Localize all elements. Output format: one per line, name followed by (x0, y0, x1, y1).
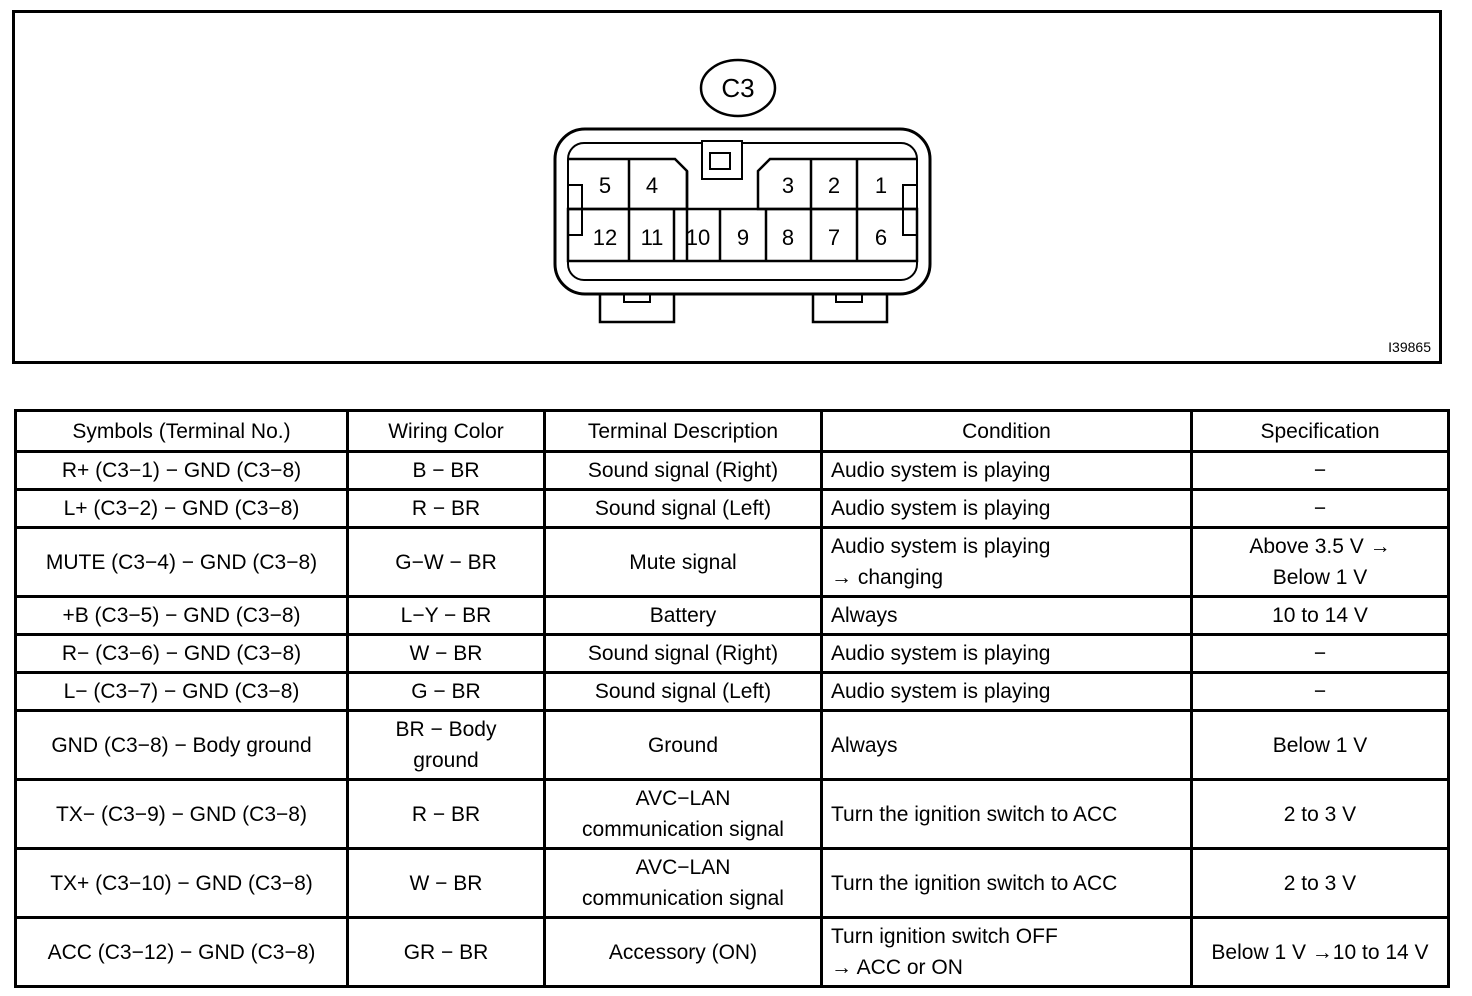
pin-block-top-left (568, 159, 687, 209)
description-line-2: communication signal (582, 818, 784, 841)
description-line-1: AVC−LAN (635, 787, 731, 810)
header-terminal-description: Terminal Description (545, 411, 822, 452)
pin-12: 12 (592, 225, 618, 250)
cell-wiring: W − BR (348, 635, 545, 673)
cell-spec: 10 to 14 V (1192, 597, 1449, 635)
table-row (16, 490, 1449, 528)
cell-spec: − (1192, 635, 1449, 673)
pin-5: 5 (598, 173, 612, 198)
cell-wiring: W − BR (348, 849, 545, 918)
cell-condition: Audio system is playing (822, 635, 1192, 673)
pin-9: 9 (736, 225, 750, 250)
cell-spec: 2 to 3 V (1192, 849, 1449, 918)
table-row (16, 673, 1449, 711)
spec-line-2: Below 1 V (1272, 566, 1368, 589)
pin-4: 4 (645, 173, 659, 198)
cell-wiring: G−W − BR (348, 528, 545, 597)
cell-condition: Audio system is playing (822, 490, 1192, 528)
condition-line-1: Turn ignition switch OFF (831, 925, 1058, 948)
cell-condition: Turn the ignition switch to ACC (822, 849, 1192, 918)
cell-symbol: R+ (C3−1) − GND (C3−8) (16, 452, 348, 490)
cell-condition (822, 918, 1192, 987)
pin-1: 1 (874, 173, 888, 198)
wiring-line-2: ground (413, 749, 479, 772)
cell-spec: − (1192, 452, 1449, 490)
header-specification: Specification (1192, 411, 1449, 452)
cell-description: Ground (545, 711, 822, 780)
cell-symbol: TX+ (C3−10) − GND (C3−8) (16, 849, 348, 918)
cell-description: Sound signal (Left) (545, 490, 822, 528)
cell-spec (1192, 528, 1449, 597)
cell-condition (822, 528, 1192, 597)
cell-description (545, 849, 822, 918)
table-row (16, 780, 1449, 849)
header-symbols: Symbols (Terminal No.) (16, 411, 348, 452)
cell-condition: Always (822, 597, 1192, 635)
table-row (16, 528, 1449, 597)
pin-7: 7 (827, 225, 841, 250)
header-condition: Condition (822, 411, 1192, 452)
cell-condition: Audio system is playing (822, 673, 1192, 711)
table-row (16, 918, 1449, 987)
lock-tab-left (600, 294, 674, 322)
cell-symbol: ACC (C3−12) − GND (C3−8) (16, 918, 348, 987)
cell-spec: − (1192, 673, 1449, 711)
pin-11: 11 (640, 225, 664, 250)
cell-wiring (348, 711, 545, 780)
cell-symbol: +B (C3−5) − GND (C3−8) (16, 597, 348, 635)
pin-2: 2 (827, 173, 841, 198)
pin-3: 3 (781, 173, 795, 198)
header-wiring-color: Wiring Color (348, 411, 545, 452)
cell-condition: Turn the ignition switch to ACC (822, 780, 1192, 849)
cell-description: Sound signal (Right) (545, 452, 822, 490)
cell-spec: 2 to 3 V (1192, 780, 1449, 849)
pin-10: 10 (685, 225, 711, 250)
connector-label: C3 (721, 73, 755, 103)
table-row (16, 635, 1449, 673)
cell-wiring: B − BR (348, 452, 545, 490)
cell-description: Accessory (ON) (545, 918, 822, 987)
cell-description (545, 780, 822, 849)
cell-wiring: R − BR (348, 780, 545, 849)
description-line-2: communication signal (582, 887, 784, 910)
pin-6: 6 (874, 225, 888, 250)
wiring-line-1: BR − Body (395, 718, 497, 741)
table-row (16, 597, 1449, 635)
spec-line-1: Above 3.5 V → (1249, 535, 1391, 558)
cell-wiring: G − BR (348, 673, 545, 711)
connector-key (702, 141, 742, 179)
cell-symbol: L+ (C3−2) − GND (C3−8) (16, 490, 348, 528)
cell-description: Battery (545, 597, 822, 635)
cell-spec: Below 1 V →10 to 14 V (1192, 918, 1449, 987)
connector-diagram (12, 10, 1442, 364)
cell-symbol: R− (C3−6) − GND (C3−8) (16, 635, 348, 673)
cell-description: Sound signal (Left) (545, 673, 822, 711)
cell-symbol: GND (C3−8) − Body ground (16, 711, 348, 780)
pin-numbers-bottom (593, 225, 887, 250)
cell-condition: Audio system is playing (822, 452, 1192, 490)
figure-id: I39865 (1388, 339, 1431, 355)
lock-tab-right (813, 294, 887, 322)
cell-symbol: MUTE (C3−4) − GND (C3−8) (16, 528, 348, 597)
table-row (16, 849, 1449, 918)
cell-symbol: TX− (C3−9) − GND (C3−8) (16, 780, 348, 849)
pin-8: 8 (781, 225, 795, 250)
table-row (16, 711, 1449, 780)
cell-spec: Below 1 V (1192, 711, 1449, 780)
connector-c3-drawing (15, 13, 1439, 361)
table-row (16, 452, 1449, 490)
condition-line-1: Audio system is playing (831, 535, 1051, 558)
cell-symbol: L− (C3−7) − GND (C3−8) (16, 673, 348, 711)
cell-wiring: L−Y − BR (348, 597, 545, 635)
table-header-row (16, 411, 1449, 452)
description-line-1: AVC−LAN (635, 856, 731, 879)
cell-wiring: GR − BR (348, 918, 545, 987)
cell-description: Sound signal (Right) (545, 635, 822, 673)
cell-spec: − (1192, 490, 1449, 528)
cell-description: Mute signal (545, 528, 822, 597)
condition-line-2: → changing (831, 566, 944, 589)
condition-line-2: → ACC or ON (831, 956, 963, 979)
cell-wiring: R − BR (348, 490, 545, 528)
terminal-spec-table (14, 409, 1450, 988)
cell-condition: Always (822, 711, 1192, 780)
